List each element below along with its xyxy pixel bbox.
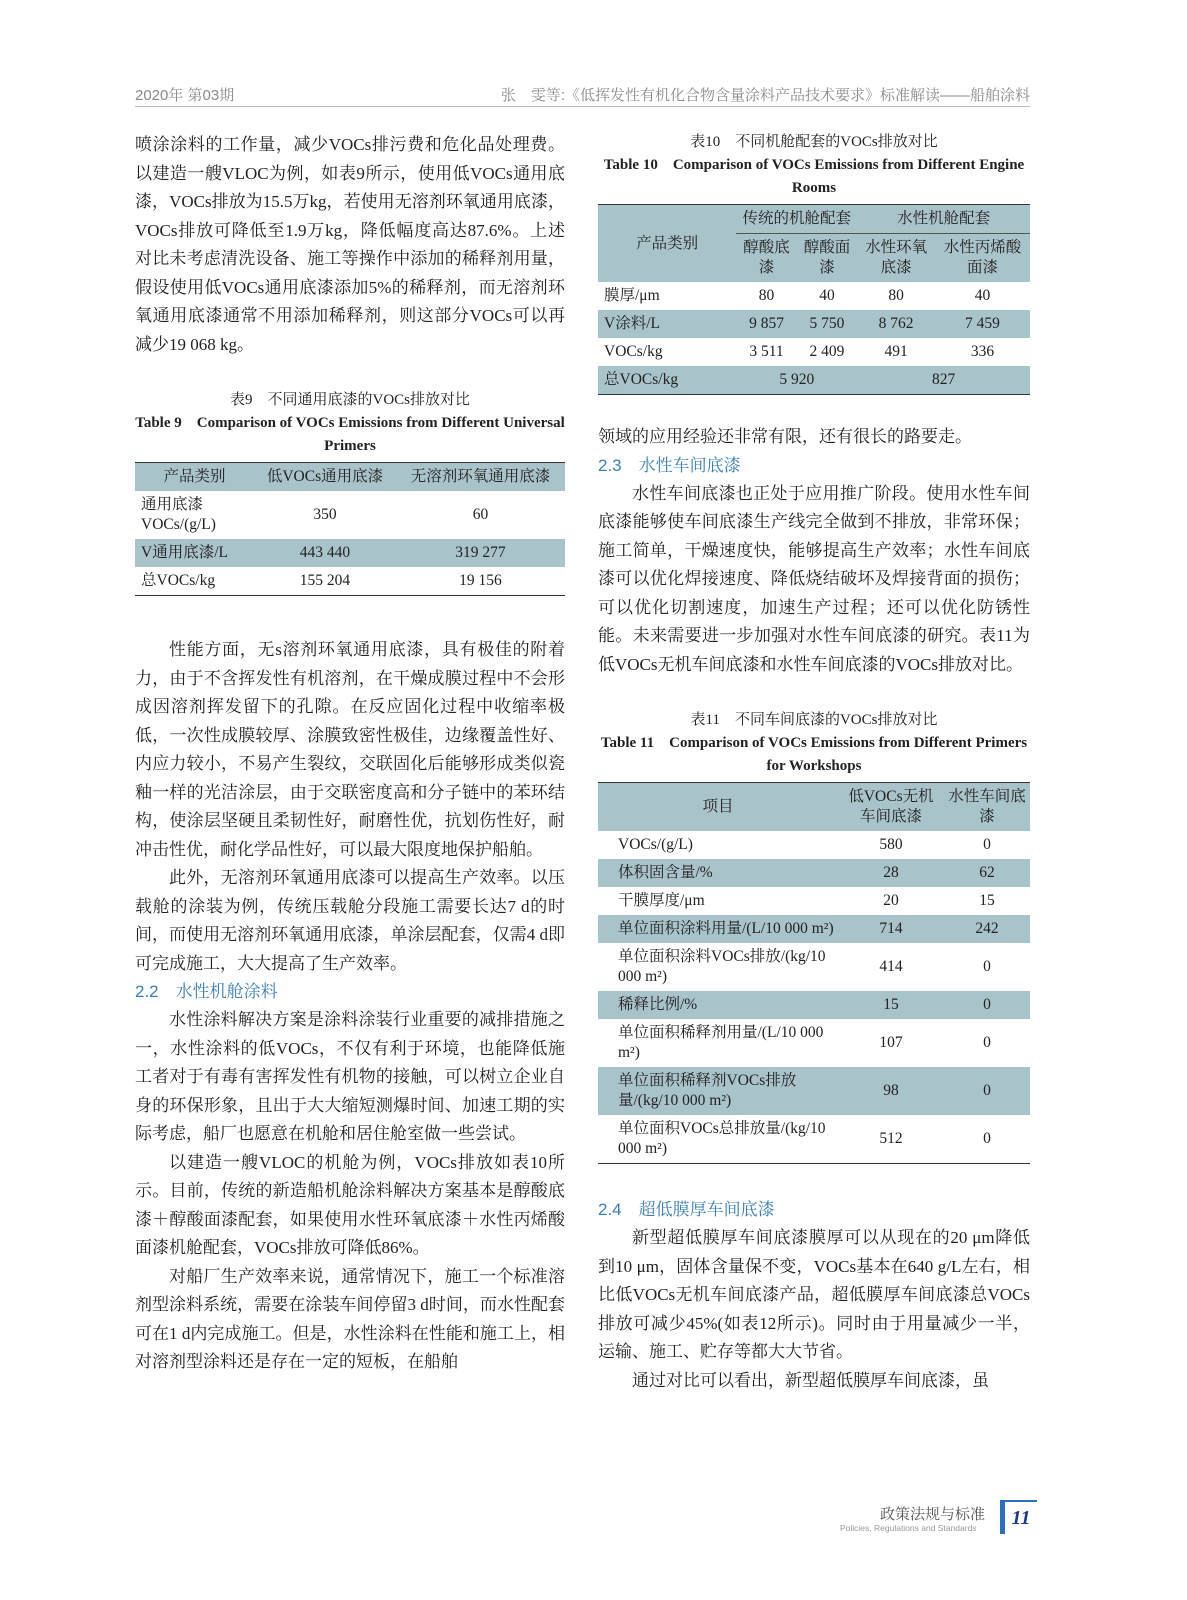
- header-rule: [135, 106, 1030, 107]
- table-cell: 单位面积稀释剂VOCs排放量/(kg/10 000 m²): [618, 1072, 797, 1109]
- page-number: 11: [1000, 1500, 1037, 1534]
- table9: 产品类别 低VOCs通用底漆 无溶剂环氧通用底漆 通用底漆 VOCs/(g/L) 350 60 V通用底漆/L 443 440 319 277 总VOCs/kg 155 204 19 156: [135, 462, 565, 596]
- table-cell: 0: [983, 996, 991, 1013]
- table-cell: 稀释比例/%: [618, 996, 698, 1013]
- table-row: [598, 1115, 1030, 1164]
- running-title: 张 雯等:《低挥发性有机化合物含量涂料产品技术要求》标准解读——船舶涂料: [500, 87, 1030, 104]
- right-para-2: 水性车间底漆也正处于应用推广阶段。使用水性车间底漆能够使车间底漆生产线完全做到不排放，非常环保；施工简单，干燥速度快，能够提高生产效率；水性车间底漆可以优化焊接速度、降低烧结破坏及焊接背面的损伤；可以优化切割速度，加速生产过程；还可以优化防锈性能。未来需要进一步加强对水性车间底漆的研究。表11为低VOCs无机车间底漆和水性车间底漆的VOCs排放对比。: [598, 483, 1030, 674]
- table-row: [598, 831, 1030, 859]
- table-row: [598, 1019, 1030, 1067]
- table-row: [598, 887, 1030, 915]
- table-cell: 414: [879, 958, 903, 975]
- table-cell: 体积固含量/%: [618, 864, 713, 881]
- table-cell: 242: [975, 920, 999, 937]
- section-2-2-heading: 2.2 水性机舱涂料: [135, 982, 278, 1001]
- table-cell: 干膜厚度/μm: [618, 892, 705, 909]
- table-cell: 28: [883, 864, 899, 881]
- table11: 项目 低VOCs无机车间底漆 水性车间底漆 VOCs/(g/L) 580 0 体积固含量/% 28 62 干膜厚度/μm 20 15 单位面积涂料用量/(L/10 000 m²) 714 242 单位面积涂料VOCs排放/(kg/10 000 m²) 414 0 稀释比例/% 15 0 单位面积稀释剂用量/(L/10 000 m²) 107 0 单位面积稀释剂VOCs排放量/(kg/10 000 m²) 98 0 单位面积VOCs总排放量/(kg/10 000 m²) 512 0: [598, 782, 1030, 1164]
- table-cell: 107: [879, 1034, 903, 1051]
- issue-label: 2020年 第03期: [135, 87, 235, 104]
- table-cell: 0: [983, 836, 991, 853]
- table11-caption: 表11 不同车间底漆的VOCs排放对比 Table 11 Comparison of VOCs Emissions from Different Primers for Workshops: [600, 712, 1028, 774]
- table-cell: 0: [983, 1082, 991, 1099]
- table-row: [598, 943, 1030, 991]
- table-cell: 0: [983, 1034, 991, 1051]
- table-cell: 580: [879, 836, 903, 853]
- table-cell: 单位面积涂料用量/(L/10 000 m²): [618, 920, 834, 937]
- table-row: [598, 915, 1030, 943]
- table-cell: 15: [979, 892, 995, 909]
- table-cell: 20: [883, 892, 899, 909]
- right-para-3: 新型超低膜厚车间底漆膜厚可以从现在的20 μm降低到10 μm，固体含量保不变，VOCs基本在640 g/L左右，相比低VOCs无机车间底漆产品，超低膜厚车间底漆总VOCs排放可减少45%(如表12所示)。同时由于用量减少一半，运输、施工、贮存等都大大节省。 通过对比可以看出，新型超低膜厚车间底漆，虽: [598, 1228, 1030, 1390]
- table-cell: 15: [883, 996, 899, 1013]
- table-cell: 单位面积VOCs总排放量/(kg/10 000 m²): [618, 1120, 826, 1157]
- table-cell: 714: [879, 920, 903, 937]
- table-cell: 0: [983, 1130, 991, 1147]
- table-cell: 62: [979, 864, 995, 881]
- table-cell: 0: [983, 958, 991, 975]
- right-column: [598, 131, 1030, 1395]
- table-cell: 单位面积涂料VOCs排放/(kg/10 000 m²): [618, 948, 826, 985]
- table-cell: 512: [879, 1130, 903, 1147]
- table-cell: VOCs/(g/L): [618, 836, 693, 853]
- table9-caption: 表9 不同通用底漆的VOCs排放对比 Table 9 Comparison of VOCs Emissions from Different Universal Primers: [135, 392, 565, 454]
- left-para-4: 水性涂料解决方案是涂料涂装行业重要的减排措施之一，水性涂料的低VOCs，不仅有利于环境，也能降低施工者对于有毒有害挥发性有机物的接触，可以树立企业自身的环保形象，且出于大大缩短测爆时间、加速工期的实际考虑，船厂也愿意在机舱和居住舱室做一些尝试。 以建造一艘VLOC的机舱为例，VOCs排放如表10所示。目前，传统的新造船机舱涂料解决方案基本是醇酸底漆＋醇酸面漆配套，如果使用水性环氧底漆＋水性丙烯酸面漆机舱配套，VOCs排放可降低86%。 对船厂生产效率来说，通常情况下，施工一个标准溶剂型涂料系统，需要在涂装车间停留3 d时间，而水性配套可在1 d内完成施工。但是，水性涂料在性能和施工上，相对溶剂型涂料还是存在一定的短板，在船舶: [135, 1010, 565, 1371]
- table10: 产品类别 传统的机舱配套 水性机舱配套 醇酸底漆 醇酸面漆 水性环氧底漆 水性丙烯酸面漆 膜厚/μm 80 40 80 40 V涂料/L 9 857 5 750 8 762 7 459 VOCs/kg 3 511 2 409 491 336 总VOCs/kg 5 920 827: [598, 204, 1030, 395]
- footer-section-en: Policies, Regulations and Standards: [840, 1523, 977, 1533]
- left-para-1: 喷涂涂料的工作量，减少VOCs排污费和危化品处理费。以建造一艘VLOC为例，如表9所示，使用低VOCs通用底漆，VOCs排放为15.5万kg，若使用无溶剂环氧通用底漆，VOCs排放可降低至1.9万kg，降低幅度高达87.6%。上述对比未考虑清洗设备、施工等操作中添加的稀释剂用量，假设使用低VOCs通用底漆添加5%的稀释剂，而无溶剂环氧通用底漆通常不用添加稀释剂，则这部分VOCs可以再减少19 068 kg。: [135, 135, 565, 354]
- table-cell: 98: [883, 1082, 899, 1099]
- table-row: [598, 991, 1030, 1019]
- section-2-4-heading: 2.4 超低膜厚车间底漆: [598, 1200, 775, 1219]
- left-column: [135, 131, 565, 1377]
- right-para-1: 领域的应用经验还非常有限，还有很长的路要走。: [598, 427, 972, 446]
- table-row: [598, 1067, 1030, 1115]
- footer-section-cn: 政策法规与标准: [880, 1506, 986, 1523]
- table-row: [598, 859, 1030, 887]
- table-cell: 单位面积稀释剂用量/(L/10 000 m²): [618, 1024, 824, 1061]
- table10-caption: 表10 不同机舱配套的VOCs排放对比 Table 10 Comparison of VOCs Emissions from Different Engine Rooms: [603, 134, 1025, 196]
- section-2-3-heading: 2.3 水性车间底漆: [598, 455, 741, 475]
- left-para-2: 性能方面，无s溶剂环氧通用底漆，具有极佳的附着力，由于不含挥发性有机溶剂，在干燥成膜过程中不会形成因溶剂挥发留下的孔隙。在反应固化过程中收缩率极低，一次性成膜较厚、涂膜致密性极佳，边缘覆盖性好、内应力较小，不易产生裂纹，交联固化后能够形成类似瓷釉一样的光洁涂层，由于交联密度高和分子链中的苯环结构，使涂层坚硬且柔韧性好，耐磨性优，抗划伤性好，耐冲击性优，耐化学品性好，可以最大限度地保护船舶。 此外，无溶剂环氧通用底漆可以提高生产效率。以压载舱的涂装为例，传统压载舱分段施工需要长达7 d的时间，而使用无溶剂环氧通用底漆，单涂层配套，仅需4 d即可完成施工，大大提高了生产效率。: [135, 640, 565, 973]
